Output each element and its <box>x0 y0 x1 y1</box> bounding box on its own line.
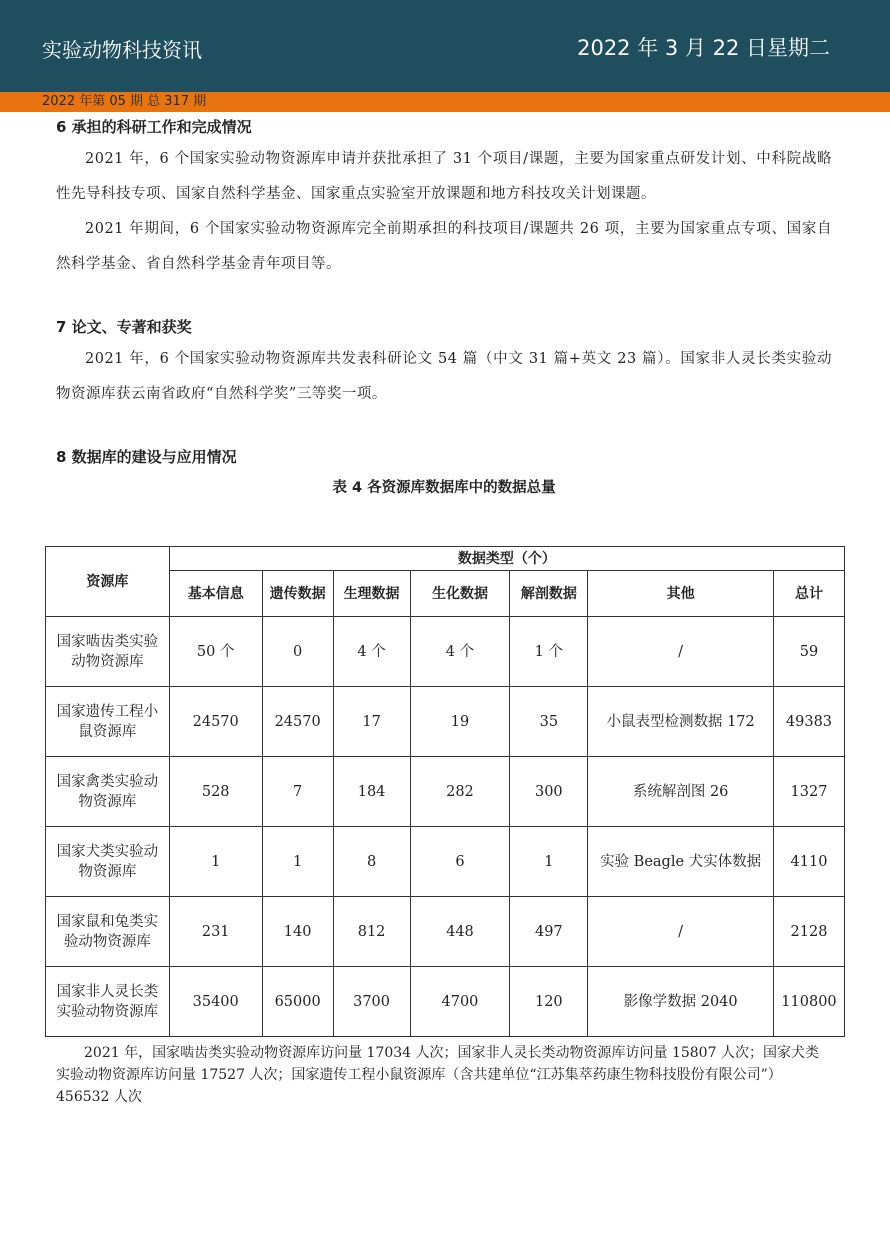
table-row <box>46 827 845 897</box>
column-header: 解剖数据 <box>510 571 588 617</box>
column-header: 生理数据 <box>333 571 410 617</box>
column-header: 其他 <box>588 571 774 617</box>
data-cell: 系统解剖图 26 <box>588 757 774 827</box>
data-cell: 8 <box>333 827 410 897</box>
column-header: 总计 <box>773 571 844 617</box>
data-cell: 2128 <box>773 897 844 967</box>
resource-name-cell: 国家啮齿类实验动物资源库 <box>46 617 170 687</box>
issue-number: 2022 年第 05 期 总 317 期 <box>42 94 207 109</box>
data-cell: 0 <box>262 617 333 687</box>
data-cell: 4700 <box>410 967 510 1037</box>
data-cell: 231 <box>169 897 262 967</box>
data-cell: 1 个 <box>510 617 588 687</box>
header-resource: 资源库 <box>46 547 170 617</box>
article-body <box>56 112 832 500</box>
paragraph: 2021 年，6 个国家实验动物资源库共发表科研论文 54 篇（中文 31 篇+英文 23 篇）。国家非人灵长类实验动物资源库获云南省政府“自然科学奖”三等奖一项。 <box>56 351 832 402</box>
data-cell: 1327 <box>773 757 844 827</box>
data-cell: 497 <box>510 897 588 967</box>
resource-name-cell: 国家鼠和兔类实验动物资源库 <box>46 897 170 967</box>
paragraph: 2021 年期间，6 个国家实验动物资源库完全前期承担的科技项目/课题共 26 项，主要为国家重点专项、国家自然科学基金、省自然科学基金青年项目等。 <box>56 221 832 272</box>
data-cell: 184 <box>333 757 410 827</box>
table-row <box>46 757 845 827</box>
header-data-type: 数据类型（个） <box>169 547 844 571</box>
data-cell: 小鼠表型检测数据 172 <box>588 687 774 757</box>
data-cell: 7 <box>262 757 333 827</box>
data-cell: 528 <box>169 757 262 827</box>
table-row <box>46 967 845 1037</box>
data-cell: 影像学数据 2040 <box>588 967 774 1037</box>
resource-name-cell: 国家遗传工程小鼠资源库 <box>46 687 170 757</box>
data-cell: 3700 <box>333 967 410 1037</box>
data-cell: 1 <box>510 827 588 897</box>
column-header: 遗传数据 <box>262 571 333 617</box>
resource-name-cell: 国家犬类实验动物资源库 <box>46 827 170 897</box>
section-heading-8: 8 数据库的建设与应用情况 <box>56 448 237 466</box>
table-row <box>46 897 845 967</box>
data-cell: 59 <box>773 617 844 687</box>
newsletter-title: 实验动物科技资讯 <box>42 38 202 62</box>
data-cell: 19 <box>410 687 510 757</box>
table-row <box>46 687 845 757</box>
data-total-table <box>45 546 845 1037</box>
data-cell: 4 个 <box>333 617 410 687</box>
data-cell: 140 <box>262 897 333 967</box>
table-row <box>46 617 845 687</box>
column-header: 基本信息 <box>169 571 262 617</box>
data-cell: 49383 <box>773 687 844 757</box>
resource-name-cell: 国家禽类实验动物资源库 <box>46 757 170 827</box>
data-cell: 35400 <box>169 967 262 1037</box>
data-cell: 4110 <box>773 827 844 897</box>
data-cell: 65000 <box>262 967 333 1037</box>
data-cell: 24570 <box>262 687 333 757</box>
data-cell: 1 <box>169 827 262 897</box>
data-cell: 50 个 <box>169 617 262 687</box>
data-cell: 1 <box>262 827 333 897</box>
issue-date: 2022 年 3 月 22 日星期二 <box>577 36 830 60</box>
data-cell: / <box>588 617 774 687</box>
data-cell: 120 <box>510 967 588 1037</box>
data-cell: 35 <box>510 687 588 757</box>
column-header: 生化数据 <box>410 571 510 617</box>
data-cell: 24570 <box>169 687 262 757</box>
paragraph: 2021 年，6 个国家实验动物资源库申请并获批承担了 31 个项目/课题，主要为国家重点研发计划、中科院战略性先导科技专项、国家自然科学基金、国家重点实验室开放课题和地方科技攻关计划课题。 <box>56 151 832 202</box>
data-cell: 实验 Beagle 犬实体数据 <box>588 827 774 897</box>
data-cell: 448 <box>410 897 510 967</box>
data-cell: 110800 <box>773 967 844 1037</box>
data-cell: / <box>588 897 774 967</box>
table-caption: 表 4 各资源库数据库中的数据总量 <box>332 480 556 496</box>
data-cell: 17 <box>333 687 410 757</box>
resource-name-cell: 国家非人灵长类实验动物资源库 <box>46 967 170 1037</box>
data-cell: 300 <box>510 757 588 827</box>
section-heading-6: 6 承担的科研工作和完成情况 <box>56 118 252 136</box>
section-heading-7: 7 论文、专著和获奖 <box>56 318 192 336</box>
access-stats-paragraph: 2021 年，国家啮齿类实验动物资源库访问量 17034 人次；国家非人灵长类动物资源库访问量 15807 人次；国家犬类实验动物资源库访问量 17527 人次；国家遗传工程小鼠资源库（含共建单位“江苏集萃药康生物科技股份有限公司”）456532 人次 <box>56 1045 819 1105</box>
data-cell: 6 <box>410 827 510 897</box>
data-cell: 812 <box>333 897 410 967</box>
data-cell: 4 个 <box>410 617 510 687</box>
data-cell: 282 <box>410 757 510 827</box>
